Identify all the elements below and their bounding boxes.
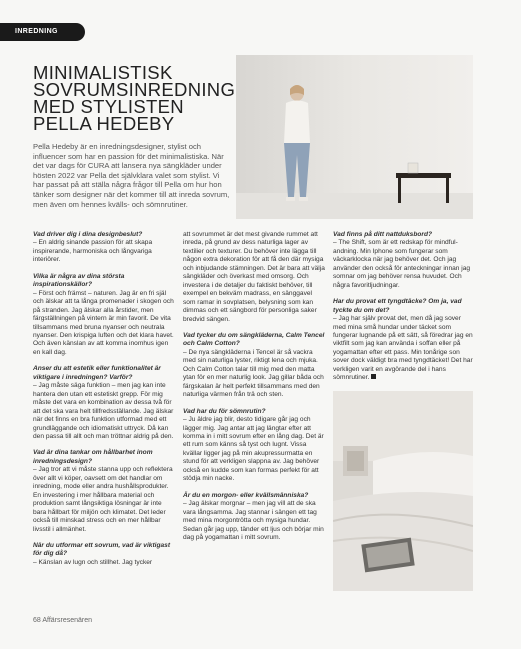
qa-item [183,231,325,324]
qa-item [333,231,473,290]
page-footer: 68 Affärsresenären [33,617,93,624]
question: Är du en morgon- eller kvällsmänniska? [183,491,309,499]
answer: – Ju äldre jag blir, desto tidigare går jag och lägger mig. Jag antar att jag längtar efter att komma in i mitt sovrum efter en lång dag. Det är ett rum som känns så tyst och lugnt. Vissa kvällar ligger jag på min akupressurmatta en stund för att verkligen slappna av. Jag behöver också en kudde som kan formas perfekt för att stödja min nacke. [183,416,324,483]
bedroom-photo [333,391,473,591]
portrait-photo [236,55,473,219]
qa-item [33,365,175,441]
question: Har du provat ett tyngdtäcke? Om ja, vad tyckte du om det? [333,298,462,314]
qa-item [33,542,175,567]
article-title [33,62,236,134]
qa-item [333,298,473,383]
answer: att sovrummet är det mest givande rummet att inreda, på grund av dess naturliga lager av textilier och texturer. Du behöver inte lägga till någon extra dekoration för att få den där mysiga och inbjudande stämningen. Det är bara att välja sängkläder och överkast med omsorg. Och investera i de detaljer du faktiskt behöver, till exempel en bekväm madrass, en sänggavel som ramar in sovplatsen, belysning som kan dimmas och ett sängbord för personliga saker bredvid sängen. [183,231,325,323]
article-column-2 [183,231,325,550]
qa-item [183,408,325,484]
article-column-3 [333,231,473,391]
end-mark [371,374,376,379]
qa-item [183,332,325,400]
answer: – Känslan av lugn och stillhet. Jag tycker [33,558,153,566]
answer: – Jag älskar morgnar – men jag vill att de ska vara långsamma. Jag stannar i sängen ett tag med mina morgontrötta och mysiga hundar. Sedan går jag upp, tänder ett ljus och börjar min dag på yogamattan i mitt sovrum. [183,500,324,541]
question: Vilka är några av dina största inspirationskällor? [33,272,125,289]
question: Vad har du för sömnrutin? [183,407,266,415]
title-line: PELLA HEDEBY [33,113,175,134]
article-column-1 [33,231,175,575]
qa-item [33,231,175,265]
qa-item [183,492,325,543]
answer: – Jag tror att vi måste stanna upp och reflektera över allt vi köper, oavsett om det handlar om inredning, mode eller andra hushållsprodukter. En investering i mer hållbara material och produktion samt långsiktiga lösningar är inte bara hållbart för miljön och klimatet. Det leder också till minskad stress och en mer hållbar livsstil i allmänhet. [33,466,173,533]
question: När du utformar ett sovrum, vad är viktigast för dig då? [33,541,171,558]
answer: – En aldrig sinande passion för att skapa inspirerande, harmoniska och långvariga interiörer. [33,239,153,264]
question: Vad finns på ditt nattduksbord? [333,231,433,238]
qa-item [33,273,175,358]
title-line: MED STYLISTEN [33,96,184,117]
title-line: MINIMALISTISK [33,62,173,83]
question: Anser du att estetik eller funktionalitet är viktigare i inredningen? Varför? [33,365,161,381]
qa-item [33,449,175,534]
section-tag: INREDNING [0,23,85,41]
question: Vad är dina tankar om hållbarhet inom inredningsdesign? [33,449,153,465]
title-line: SOVRUMSINREDNING [33,79,236,100]
answer: – The Shift, som är ett redskap för mindful-andning. Min Iphone som fungerar som väckarklocka när jag behöver det. Och jag använder den också för anteckningar innan jag somnar om jag behöver rensa huvudet. Och några favoritljudningar. [333,239,471,289]
answer: – Jag måste säga funktion – men jag kan inte hantera den utan ett estetiskt grepp. För mig måste det vara en kombination av dessa två för att det ska vara helt tillfredsställande. Jag älskar när det finns en bra funktion utformad med ett grundläggande och idiomatiskt uttryck. Då kan den passa till allt och man tröttnar aldrig på den. [33,382,174,440]
answer: – De nya sängkläderna i Tencel är så vackra med sin naturliga lyster, riktigt lena och mjuka. Och Calm Cotton talar till mig med den matta ytan för en mer naturlig look. Jag gillar båda och färgskalan är helt perfekt tillsammans med den naturliga värmen från trä och sten. [183,348,324,399]
question: Vad driver dig i dina designbeslut? [33,231,143,238]
lead-paragraph: Pella Hedeby är en inredningsdesigner, stylist och influencer som har en passion för det minimalistiska. När det var dags för CURA att lansera nya sängkläder under hösten 2022 var Pella det självklara valet som stylist. Vi har passat på att ställa några frågor till Pella om hur hon tänker som designer när det kommer till att inreda sovrum, men även om hennes kvälls- och sömnrutiner. [33,142,230,209]
answer: – Först och främst – naturen. Jag är en fri själ och älskar att ta långa promenader i skogen och på stranden. Jag älskar alla årstider, men färgställningen på vintern är min favorit. De vita tillsammans med bruna nyanser och neutrala nyanser. Den krispiga luften och det klara havet. Och även känslan av att komma inomhus igen en kall dag. [33,289,174,356]
question: Vad tycker du om sängkläderna, Calm Tencel och Calm Cotton? [183,331,325,348]
answer: – Jag har själv provat det, men då jag sover med mina små hundar under täcket som fungerar lugnande på ett sätt, så föredrar jag en viktfilt som jag kan använda i soffan eller på yogamattan efter ett pass. Min tonårige son sover dock väldigt bra med tyngdtäcket! Det har verkligen varit en avgörande del i hans sömnrutiner. [333,315,473,382]
